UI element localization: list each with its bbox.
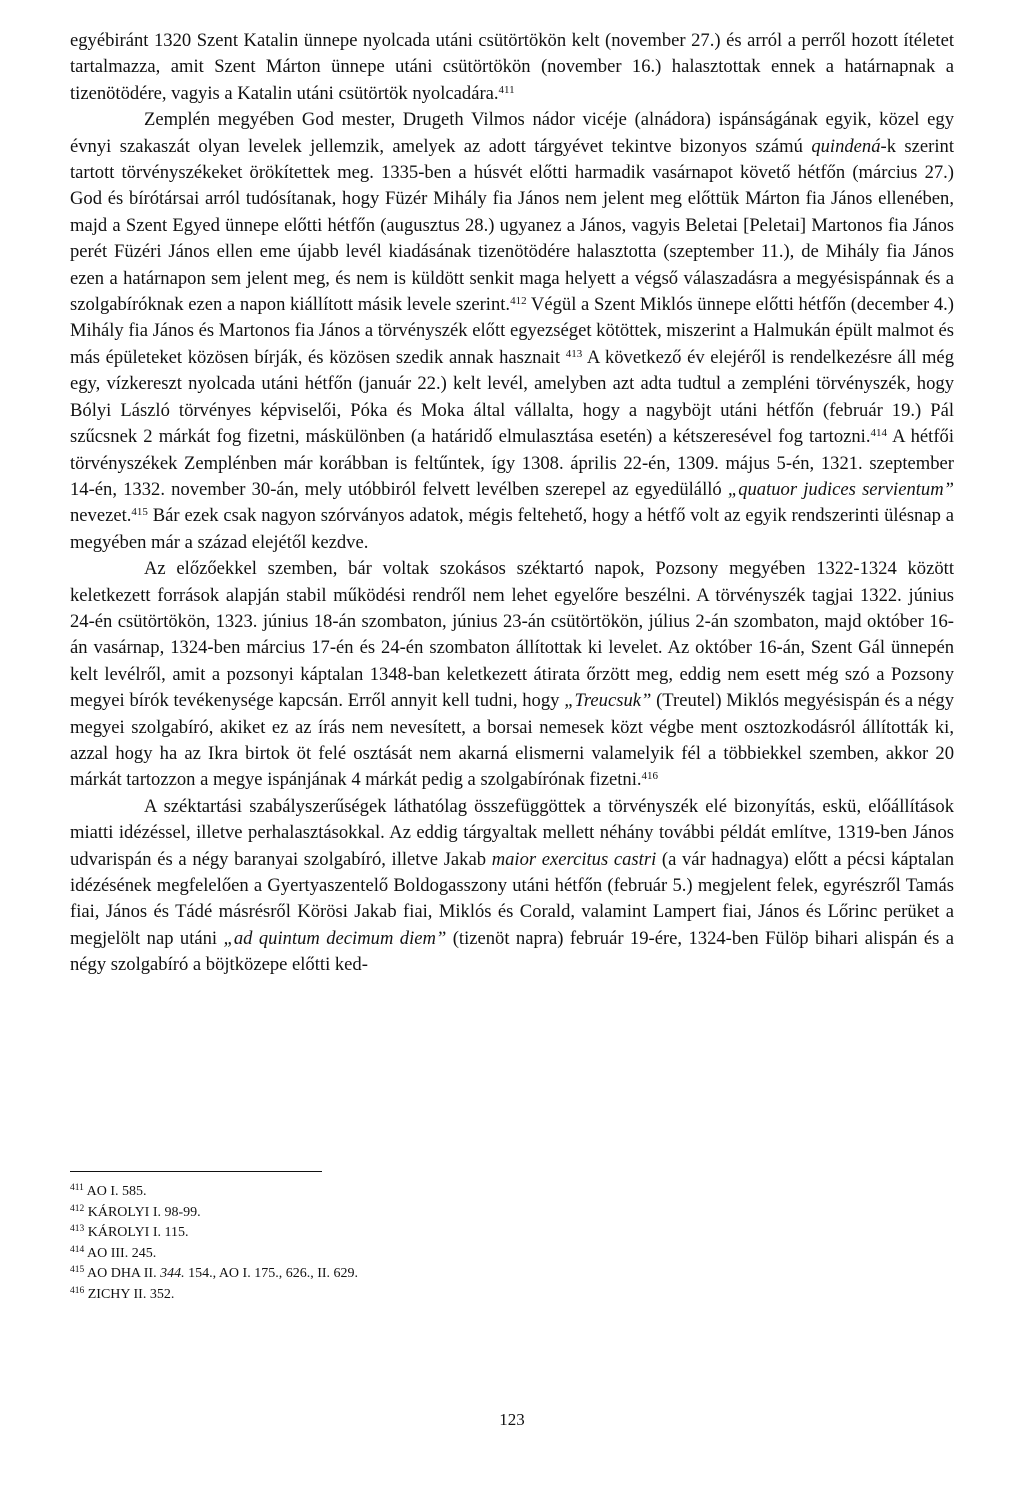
text-run: AO I. 585. <box>86 1184 147 1199</box>
footnote <box>70 1264 670 1285</box>
footnote <box>70 1182 670 1203</box>
footnote-ref: 413 <box>565 347 583 360</box>
paragraph-1 <box>70 28 954 107</box>
text-run: (a vár hadnagya) előtt a pécsi káptalan idézésének megfelelően a Gyertyaszentelő Boldogasszony utáni hétfőn (február 5.) megjelent felek, egyrészről Tamás fiai, János és Tádé másrésről Körösi Jakab fiai, Miklós és Corald, valamint Lampert fiai, János és Lőrinc perüket a megjelölt nap utáni <box>70 848 954 949</box>
footnote-number: 411 <box>70 1183 84 1193</box>
text-run: egyébiránt 1320 Szent Katalin ünnepe nyolcada utáni csütörtökön kelt (november 27.) és arról a perről hozott ítéletet tartalmazza, amit Szent Márton ünnepe utáni csütörtökön (november 16.) halasztottak ennek a határnapnak a tizenötödére, vagyis a Katalin utáni csütörtök nyolcadára. <box>70 30 954 104</box>
text-run: Bár ezek csak nagyon szórványos adatok, mégis feltehető, hogy a hétfő volt az egyik rendszerinti ülésnap a megyében már a század elejétől kezdve. <box>70 505 954 553</box>
italic-text: maior exercitus castri <box>491 848 657 870</box>
paragraph-3 <box>70 556 954 794</box>
footnote <box>70 1223 670 1244</box>
footnote <box>70 1285 670 1306</box>
footnote-divider <box>70 1171 322 1172</box>
footnote-number: 414 <box>70 1244 85 1255</box>
italic-text: „quatuor judices servientum” <box>727 478 954 500</box>
italic-text: quindená <box>811 135 881 157</box>
footnotes <box>70 1182 670 1306</box>
italic-text: „ad quintum decimum diem” <box>223 927 447 949</box>
text-run: nevezet. <box>70 505 132 527</box>
page-number: 123 <box>499 1410 525 1429</box>
paragraph-2 <box>70 107 954 556</box>
text-run: KÁROLYI I. 98-99. <box>87 1204 201 1220</box>
text-run: (tizenöt napra) február 19-ére, 1324-ben Fülöp bihari alispán és a négy szolgabíró a böjtközepe előtti ked- <box>70 927 955 976</box>
text-run: A hétfői törvényszékek Zemplénben már korábban is feltűntek, így 1308. április 22-én, 1309. május 5-én, 1321. szeptember 14-én, 1332. november 30-án, mely utóbbiról felvett levélben szerepel az egyedülálló <box>70 426 955 500</box>
text-run: -k szerint tartott törvényszékeket örökítettek meg. 1335-ben a húsvét előtti harmadik vasárnapot követő hétfőn (március 27.) God és bírótársai arról tudósítanak, hogy Füzér Mihály fia János nem jelent meg előttük Márton fia János ellenében, majd a Szent Egyed ünnepe előtti hétfőn (augusztus 28.) ugyanez a János, vagyis Beletai [Peletai] Martonos fia János perét Füzéri János ellen eme újabb levél kiadásának tizenötödére halasztotta (szeptember 11.), de Mihály fia János ezen a határnapon sem jelent meg, és nem is küldött senkit maga helyett a végső válaszadásra a megyésispánnak és a szolgabíróknak ezen a napon kiállított másik levele szerint. <box>70 135 954 316</box>
text-run: AO III. 245. <box>86 1245 157 1261</box>
text-run: 154., AO I. 175., 626., II. 629. <box>184 1266 359 1282</box>
italic-text: 344. <box>160 1266 185 1282</box>
footnote <box>70 1203 670 1224</box>
text-run: Az előzőekkel szemben, bár voltak szokásos széktartó napok, Pozsony megyében 1322-1324 között keletkezett források alapján stabil működési rendről nem lehet egyelőre beszélni. A törvényszék tagjai 1322. június 24-én csütörtökön, 1323. június 18-án szombaton, június 23-án csütörtökön, július 2-án szombaton, majd október 16-án vasárnap, 1324-ben március 17-én és 24-én szombaton állítottak ki levelet. Az október 16-án, Szent Gál ünnepén kelt levélről, amit a pozsonyi káptalan 1348-ban keletkezett átirata őrzött meg, eddig nem esett még szó a Pozsony megyei bírók tevékenysége kapcsán. Erről annyit kell tudni, hogy <box>70 558 954 712</box>
text-run: AO DHA II. <box>86 1266 161 1282</box>
body-text <box>70 28 954 979</box>
text-run: A következő év elejéről is rendelkezésre áll még egy, vízkereszt nyolcada utáni hétfőn (január 22.) kelt levél, amelyben azt adta tudtul a zempléni törvényszék, hogy Bólyi László törvényes képviselői, Póka és Moka által vállalta, hogy a nagyböjt utáni hétfőn (február 19.) Pál szűcsnek 2 márkát fog fizetni, máskülönben (a határidő elmulasztása esetén) a kétszeresével fog tartozni. <box>70 346 954 448</box>
text-run: ZICHY II. 352. <box>87 1286 175 1302</box>
footnote-number: 415 <box>70 1265 85 1276</box>
footnote-ref: 415 <box>131 506 148 519</box>
text-run: Zemplén megyében God mester, Drugeth Vilmos nádor vicéje (alnádora) ispánságának egyik, közel egy évnyi szakaszát olyan levelek jellemzik, amelyek az adott tárgyévet tekintve bizonyos számú <box>70 109 954 157</box>
footnote-ref: 414 <box>870 427 887 440</box>
footnote <box>70 1244 670 1265</box>
footnote-ref: 416 <box>641 770 659 783</box>
text-run: KÁROLYI I. 115. <box>87 1225 189 1241</box>
text-run: Végül a Szent Miklós ünnepe előtti hétfőn (december 4.) Mihály fia János és Martonos fia János a törvényszék előtt egyezséget kötöttek, miszerint a Halmukán épült malmot és más épületeket közösen bírják, és közösen szedik annak hasznait <box>70 294 955 368</box>
text-run: (Treutel) Miklós megyésispán és a négy megyei szolgabíró, akiket ez az írás nem nevesített, a borsai nemesek közt végbe ment osztozkodásról állították ki, azzal hogy ha az Ikra birtok öt felé osztását nem akarná elismerni valamelyik fél a többiekkel szemben, akkor 20 márkát tartozzon a megye ispánjának 4 márkát pedig a szolgabírónak fizetni. <box>70 690 954 791</box>
paragraph-4 <box>70 794 954 979</box>
footnote-number: 412 <box>70 1203 85 1214</box>
footnote-number: 416 <box>70 1285 85 1296</box>
footnote-ref: 411 <box>498 83 515 96</box>
footnote-number: 413 <box>70 1224 85 1235</box>
text-run: A széktartási szabályszerűségek láthatólag összefüggöttek a törvényszék elé bizonyítás, eskü, előállítások miatti idézéssel, illetve perhalasztásokkal. Az eddig tárgyaltak mellett néhány további példát említve, 1319-ben János udvarispán és a négy baranyai szolgabíró, illetve Jakab <box>70 795 954 870</box>
footnote-ref: 412 <box>510 295 527 308</box>
italic-text: „Treucsuk” <box>564 690 652 712</box>
